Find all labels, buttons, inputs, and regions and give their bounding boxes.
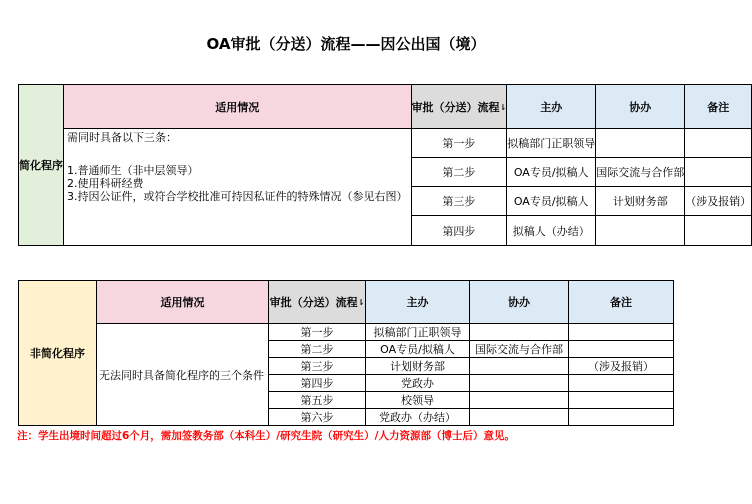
assist-cell [470, 324, 569, 341]
assist-cell: 计划财务部 [596, 187, 685, 216]
header-remark: 备注 [569, 281, 674, 324]
step-cell: 第六步 [269, 409, 366, 426]
simple-procedure-label: 简化程序 [19, 85, 64, 246]
header-main: 主办 [366, 281, 470, 324]
main-cell: 校领导 [366, 392, 470, 409]
remark-cell [569, 324, 674, 341]
main-cell: OA专员/拟稿人 [366, 341, 470, 358]
assist-cell: 国际交流与合作部 [596, 158, 685, 187]
condition-item: 1.普通师生（非中层领导） [67, 164, 199, 177]
main-cell: OA专员/拟稿人 [507, 158, 596, 187]
assist-cell [470, 392, 569, 409]
remark-cell [685, 129, 752, 158]
header-assist: 协办 [470, 281, 569, 324]
condition-item: 2.使用科研经费 [67, 177, 144, 190]
step-cell: 第二步 [269, 341, 366, 358]
nonsimple-procedure-label: 非简化程序 [19, 281, 97, 426]
assist-cell [596, 216, 685, 246]
step-cell: 第三步 [269, 358, 366, 375]
step-cell: 第一步 [411, 129, 507, 158]
footnote: 注：学生出境时间超过6个月，需加签教务部（本科生）/研究生院（研究生）/人力资源部（博士后）意见。 [17, 430, 515, 442]
step-cell: 第五步 [269, 392, 366, 409]
sort-icon: ⇂ [499, 102, 507, 112]
nonsimple-condition: 无法同时具备简化程序的三个条件 [97, 324, 269, 426]
remark-cell [685, 216, 752, 246]
header-applicable: 适用情况 [64, 85, 412, 129]
assist-cell [596, 129, 685, 158]
remark-cell [569, 375, 674, 392]
page-title: OA审批（分送）流程——因公出国（境） [206, 35, 486, 53]
conditions-intro: 需同时具备以下三条： [67, 131, 177, 144]
assist-cell [470, 375, 569, 392]
main-cell: 拟稿人（办结） [507, 216, 596, 246]
main-cell: 计划财务部 [366, 358, 470, 375]
main-cell: OA专员/拟稿人 [507, 187, 596, 216]
step-cell: 第一步 [269, 324, 366, 341]
main-cell: 党政办（办结） [366, 409, 470, 426]
assist-cell: 国际交流与合作部 [470, 341, 569, 358]
step-cell: 第四步 [269, 375, 366, 392]
assist-cell [470, 358, 569, 375]
remark-cell [569, 409, 674, 426]
condition-item: 3.持因公证件，或符合学校批准可持因私证件的特殊情况（参见右图） [67, 190, 408, 203]
simple-procedure-table [18, 84, 752, 246]
step-cell: 第二步 [411, 158, 507, 187]
header-assist: 协办 [596, 85, 685, 129]
remark-cell: （涉及报销） [569, 358, 674, 375]
remark-cell: （涉及报销） [685, 187, 752, 216]
simple-conditions [64, 129, 412, 246]
header-applicable: 适用情况 [97, 281, 269, 324]
header-remark: 备注 [685, 85, 752, 129]
header-flow: 审批（分送）流程⇂ [269, 281, 366, 324]
sort-icon: ⇂ [357, 298, 365, 307]
remark-cell [569, 392, 674, 409]
header-main: 主办 [507, 85, 596, 129]
assist-cell [470, 409, 569, 426]
remark-cell [685, 158, 752, 187]
step-cell: 第四步 [411, 216, 507, 246]
remark-cell [569, 341, 674, 358]
main-cell: 党政办 [366, 375, 470, 392]
main-cell: 拟稿部门正职领导 [507, 129, 596, 158]
main-cell: 拟稿部门正职领导 [366, 324, 470, 341]
step-cell: 第三步 [411, 187, 507, 216]
nonsimple-procedure-table [18, 280, 674, 426]
header-flow: 审批（分送）流程⇂ [411, 85, 507, 129]
